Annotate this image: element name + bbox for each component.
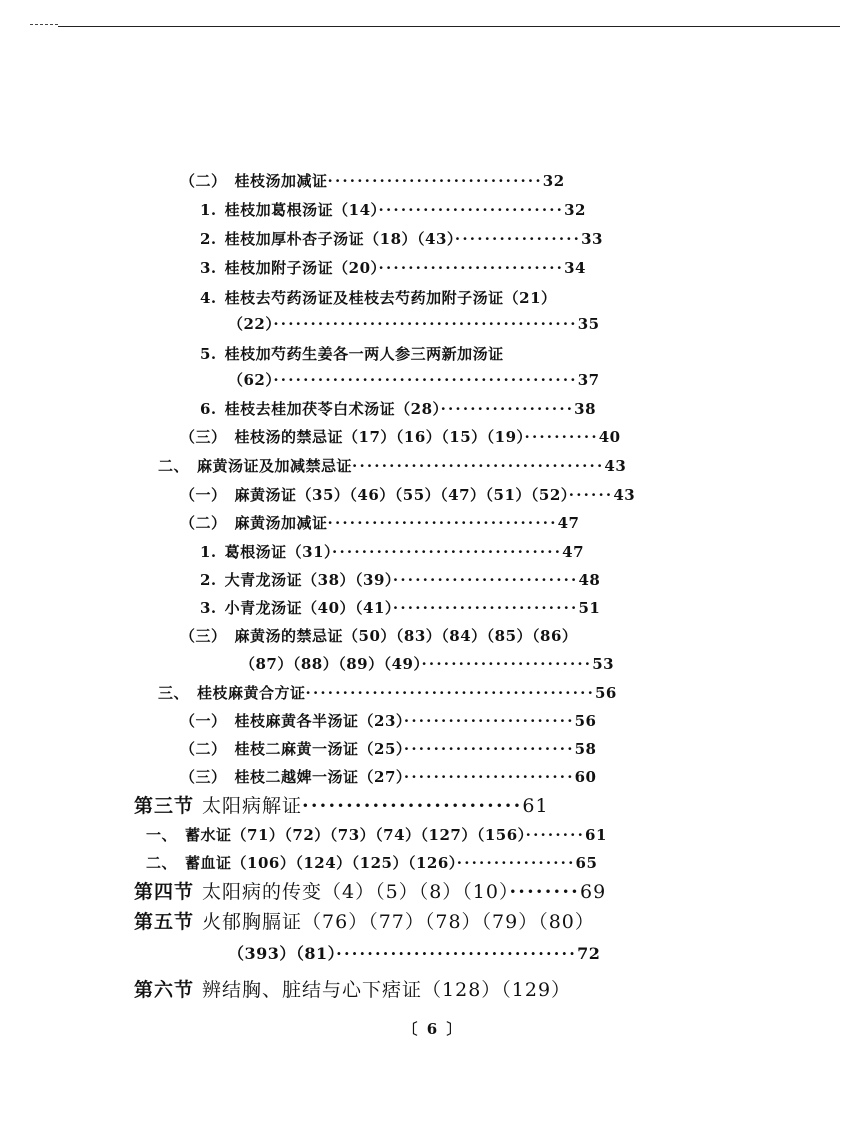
page-number: 〔 6 〕 bbox=[402, 1020, 464, 1038]
toc-entry-page: 37 bbox=[577, 371, 600, 389]
toc-entry-leader: ······························· bbox=[336, 944, 578, 963]
toc-entry-title: 葛根汤证（31） bbox=[224, 543, 333, 561]
toc-entry-number: 三、 bbox=[158, 684, 190, 702]
toc-entry bbox=[146, 825, 712, 847]
toc-entry-page: 32 bbox=[564, 201, 586, 219]
toc-entry-number: 5. bbox=[200, 345, 217, 363]
toc-entry bbox=[158, 456, 712, 478]
toc-entry bbox=[180, 427, 712, 449]
toc-entry-leader: ························· bbox=[392, 599, 579, 617]
toc-entry-page: 43 bbox=[613, 486, 636, 504]
toc-entry-number: （二） bbox=[180, 740, 227, 758]
toc-entry bbox=[200, 288, 712, 310]
toc-entry-leader: ······ bbox=[568, 486, 614, 504]
toc-entry-title: 桂枝加芍药生姜各一两人参三两新加汤证 bbox=[224, 345, 504, 363]
toc-entry bbox=[200, 200, 712, 222]
toc-entry-number: 2. bbox=[200, 571, 217, 589]
toc-entry-page: 53 bbox=[592, 655, 615, 673]
toc-entry-leader: ······················· bbox=[403, 740, 575, 758]
toc-entry-title: 麻黄汤的禁忌证（50）（83）（84）（85）（86） bbox=[234, 627, 578, 645]
toc-entry-number: 6. bbox=[200, 400, 217, 418]
toc-section bbox=[134, 794, 712, 820]
toc-entry-title: 麻黄汤证（35）（46）（55）（47）（51）（52） bbox=[234, 486, 569, 504]
toc-entry-number: 1. bbox=[200, 543, 217, 561]
toc-section-number: 第三节 bbox=[134, 795, 195, 817]
toc-entry-number: 3. bbox=[200, 259, 217, 277]
toc-section-number: 第六节 bbox=[134, 979, 195, 1001]
toc-entry-leader: ·································· bbox=[352, 457, 605, 475]
toc-entry-leader: ········································· bbox=[273, 315, 578, 333]
toc-entry-title: 麻黄汤加减证 bbox=[234, 514, 328, 532]
toc-entry-page: 35 bbox=[577, 315, 600, 333]
toc-entry-leader: ······························· bbox=[327, 514, 558, 532]
toc-entry-page: 61 bbox=[585, 826, 607, 844]
toc-entry-number: （三） bbox=[180, 428, 227, 446]
toc-entry-page: 61 bbox=[522, 795, 549, 817]
toc-entry bbox=[180, 485, 712, 507]
toc-entry-number: （一） bbox=[180, 712, 227, 730]
toc-entry-number: 二、 bbox=[158, 457, 190, 475]
toc-entry bbox=[180, 711, 712, 733]
toc-entry-title: 蓄水证（71）（72）（73）（74）（127）（156） bbox=[185, 826, 526, 844]
toc-section-number: 第四节 bbox=[134, 881, 195, 903]
toc-entry-number: 1. bbox=[200, 201, 217, 219]
toc-entry bbox=[200, 229, 712, 251]
toc-entry-page: 48 bbox=[578, 571, 601, 589]
toc-entry-leader: ······························· bbox=[332, 543, 563, 561]
toc-section-title: 太阳病的传变（4）（5）（8）（10） bbox=[202, 881, 510, 903]
toc-entry-leader: ·················· bbox=[440, 400, 575, 418]
toc-section bbox=[134, 910, 712, 936]
toc-entry-number: （三） bbox=[180, 768, 227, 786]
toc-entry-leader: ········ bbox=[509, 881, 580, 903]
toc-section-number: 第五节 bbox=[134, 911, 195, 933]
toc-entry-page: 47 bbox=[557, 514, 580, 532]
toc-entry-title: 桂枝加厚朴杏子汤证（18）（43） bbox=[224, 230, 455, 248]
toc-entry-title: 桂枝麻黄各半汤证（23） bbox=[234, 712, 404, 730]
toc-entry-page: 43 bbox=[604, 457, 627, 475]
toc-entry-leader: ······················· bbox=[421, 655, 593, 673]
toc-entry-title: 麻黄汤证及加减禁忌证 bbox=[197, 457, 353, 475]
toc-entry-title: 桂枝加葛根汤证（14） bbox=[224, 201, 379, 219]
toc-entry bbox=[180, 739, 712, 761]
toc-entry-number: 二、 bbox=[146, 854, 178, 872]
toc-entry bbox=[180, 513, 712, 535]
toc-entry-leader: ························· bbox=[302, 795, 523, 817]
toc-entry-number: （三） bbox=[180, 627, 227, 645]
toc-entry-page: 72 bbox=[577, 944, 601, 963]
toc-entry-number: 2. bbox=[200, 230, 217, 248]
toc-entry-leader: ····························· bbox=[327, 172, 543, 190]
toc-entry bbox=[180, 767, 712, 789]
toc-entry-leader: ······················· bbox=[403, 768, 575, 786]
toc-entry-leader: ························· bbox=[378, 201, 565, 219]
toc-section-title: 太阳病解证 bbox=[202, 795, 303, 817]
toc-entry-number: 一、 bbox=[146, 826, 178, 844]
toc-entry-title: 桂枝去芍药汤证及桂枝去芍药加附子汤证（21） bbox=[224, 289, 557, 307]
toc-entry-leader: ························· bbox=[378, 259, 565, 277]
toc-entry-page: 65 bbox=[575, 854, 598, 872]
toc-entry-continuation bbox=[228, 370, 712, 392]
toc-entry bbox=[158, 683, 712, 705]
toc-entry-title: 桂枝汤加减证 bbox=[234, 172, 328, 190]
toc-entry-title: 大青龙汤证（38）（39） bbox=[224, 571, 393, 589]
toc-section bbox=[134, 978, 712, 1004]
toc-entry-page: 38 bbox=[574, 400, 597, 418]
toc-entry-title: 小青龙汤证（40）（41） bbox=[224, 599, 393, 617]
toc-entry-title: 桂枝去桂加茯苓白术汤证（28） bbox=[224, 400, 441, 418]
toc-entry-leader: ················ bbox=[456, 854, 576, 872]
toc-entry bbox=[200, 344, 712, 366]
toc-entry-number: （二） bbox=[180, 514, 227, 532]
toc-entry-page: 40 bbox=[598, 428, 621, 446]
toc-entry bbox=[200, 570, 712, 592]
toc-section-title: 火郁胸膈证（76）（77）（78）（79）（80） bbox=[202, 911, 595, 933]
toc-section-title: 辨结胸、脏结与心下痞证（128）（129） bbox=[202, 979, 572, 1001]
toc-entry-title: 桂枝加附子汤证（20） bbox=[224, 259, 379, 277]
toc-entry-page: 51 bbox=[578, 599, 601, 617]
toc-entry-continuation bbox=[240, 654, 712, 676]
toc-entry bbox=[180, 171, 712, 193]
toc-entry bbox=[200, 399, 712, 421]
toc-entry-title: （87）（88）（89）（49） bbox=[240, 655, 422, 673]
toc-entry-title: （62） bbox=[228, 371, 274, 389]
toc-entry-title: （393）（81） bbox=[228, 944, 337, 963]
toc-entry bbox=[146, 853, 712, 875]
toc-entry-title: 桂枝麻黄合方证 bbox=[197, 684, 306, 702]
toc-entry-page: 32 bbox=[542, 172, 565, 190]
toc-entry bbox=[200, 258, 712, 280]
toc-entry-continuation bbox=[228, 944, 712, 966]
toc-entry bbox=[180, 626, 712, 648]
toc-entry-leader: ·········· bbox=[524, 428, 599, 446]
toc-entry-page: 58 bbox=[574, 740, 597, 758]
toc-entry-number: 4. bbox=[200, 289, 217, 307]
toc-entry-page: 56 bbox=[595, 684, 617, 702]
toc-entry-page: 56 bbox=[574, 712, 597, 730]
toc-entry-number: 3. bbox=[200, 599, 217, 617]
toc-entry-page: 34 bbox=[564, 259, 586, 277]
toc-entry bbox=[200, 598, 712, 620]
toc-entry-leader: ················· bbox=[454, 230, 582, 248]
toc-entry-title: 桂枝汤的禁忌证（17）（16）（15）（19） bbox=[234, 428, 525, 446]
toc-entry-continuation bbox=[228, 314, 712, 336]
toc-entry bbox=[200, 542, 712, 564]
toc-entry-page: 33 bbox=[581, 230, 603, 248]
toc-entry-page: 47 bbox=[562, 543, 585, 561]
toc-entry-title: （22） bbox=[228, 315, 274, 333]
toc-entry-number: （一） bbox=[180, 486, 227, 504]
toc-entry-leader: ········································· bbox=[273, 371, 578, 389]
toc-entry-title: 桂枝二越婢一汤证（27） bbox=[234, 768, 404, 786]
toc-entry-title: 桂枝二麻黄一汤证（25） bbox=[234, 740, 404, 758]
toc-entry-leader: ······································· bbox=[305, 684, 595, 702]
header-rule bbox=[58, 26, 840, 27]
toc-entry-page: 60 bbox=[574, 768, 597, 786]
toc-section bbox=[134, 880, 712, 906]
toc-entry-leader: ········ bbox=[525, 826, 586, 844]
toc-entry-leader: ······················· bbox=[403, 712, 575, 730]
toc-entry-number: （二） bbox=[180, 172, 227, 190]
header-dash-mark bbox=[30, 24, 58, 25]
toc-entry-title: 蓄血证（106）（124）（125）（126） bbox=[185, 854, 457, 872]
toc-entry-leader: ························· bbox=[392, 571, 579, 589]
toc-entry-page: 69 bbox=[580, 881, 607, 903]
